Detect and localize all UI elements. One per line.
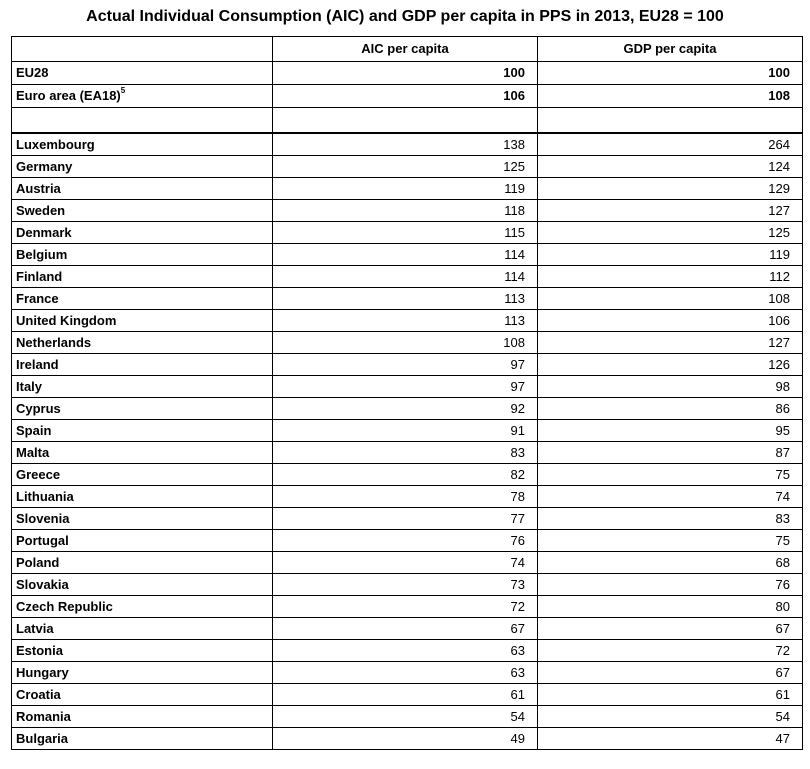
gdp-value: 126 — [538, 354, 803, 376]
table-body — [12, 62, 803, 750]
gdp-value: 127 — [538, 200, 803, 222]
table-row — [12, 464, 803, 486]
country-name: Cyprus — [12, 398, 273, 420]
header-row — [12, 37, 803, 62]
table-row — [12, 486, 803, 508]
country-name: Sweden — [12, 200, 273, 222]
country-name: United Kingdom — [12, 310, 273, 332]
gdp-value: 76 — [538, 574, 803, 596]
table-row — [12, 420, 803, 442]
table-row — [12, 178, 803, 200]
country-name: Italy — [12, 376, 273, 398]
footnote-marker: 5 — [120, 86, 126, 95]
gdp-value: 119 — [538, 244, 803, 266]
aic-value: 73 — [273, 574, 538, 596]
country-name: Czech Republic — [12, 596, 273, 618]
gdp-value: 80 — [538, 596, 803, 618]
gdp-value: 74 — [538, 486, 803, 508]
aggregate-row — [12, 62, 803, 85]
country-name: Greece — [12, 464, 273, 486]
country-name: Slovenia — [12, 508, 273, 530]
gdp-value: 68 — [538, 552, 803, 574]
aic-value: 114 — [273, 244, 538, 266]
gdp-value: 67 — [538, 662, 803, 684]
gdp-value: 125 — [538, 222, 803, 244]
table-row — [12, 133, 803, 156]
country-name: Portugal — [12, 530, 273, 552]
aic-value: 106 — [273, 85, 538, 108]
gdp-value: 75 — [538, 464, 803, 486]
aic-value: 119 — [273, 178, 538, 200]
aic-value: 63 — [273, 662, 538, 684]
table-row — [12, 706, 803, 728]
gdp-value: 124 — [538, 156, 803, 178]
country-name: Denmark — [12, 222, 273, 244]
gdp-value: 108 — [538, 288, 803, 310]
country-name: Luxembourg — [12, 133, 273, 156]
aic-value: 91 — [273, 420, 538, 442]
country-name: Germany — [12, 156, 273, 178]
table-row — [12, 530, 803, 552]
country-name: Ireland — [12, 354, 273, 376]
aic-value: 113 — [273, 310, 538, 332]
gdp-value: 47 — [538, 728, 803, 750]
table-row — [12, 398, 803, 420]
table-row — [12, 354, 803, 376]
gdp-value: 86 — [538, 398, 803, 420]
gdp-value: 72 — [538, 640, 803, 662]
aic-value: 92 — [273, 398, 538, 420]
country-name: Poland — [12, 552, 273, 574]
country-name: Slovakia — [12, 574, 273, 596]
aic-value: 74 — [273, 552, 538, 574]
gdp-value: 61 — [538, 684, 803, 706]
header-aic: AIC per capita — [273, 37, 538, 62]
country-name: Latvia — [12, 618, 273, 640]
table-row — [12, 376, 803, 398]
aic-value: 114 — [273, 266, 538, 288]
table-row — [12, 640, 803, 662]
country-name: Lithuania — [12, 486, 273, 508]
gdp-value: 127 — [538, 332, 803, 354]
table-row — [12, 222, 803, 244]
gdp-value: 54 — [538, 706, 803, 728]
table-row — [12, 156, 803, 178]
aic-value: 118 — [273, 200, 538, 222]
country-name: Austria — [12, 178, 273, 200]
row-name-text: EU28 — [16, 65, 49, 80]
table-row — [12, 508, 803, 530]
country-name: Bulgaria — [12, 728, 273, 750]
table-row — [12, 618, 803, 640]
empty-cell — [12, 108, 273, 134]
aic-value: 77 — [273, 508, 538, 530]
aic-value: 138 — [273, 133, 538, 156]
country-name: Netherlands — [12, 332, 273, 354]
gdp-value: 67 — [538, 618, 803, 640]
gdp-value: 129 — [538, 178, 803, 200]
aic-value: 97 — [273, 376, 538, 398]
table-row — [12, 552, 803, 574]
table-row — [12, 442, 803, 464]
aic-value: 97 — [273, 354, 538, 376]
aic-value: 100 — [273, 62, 538, 85]
gdp-value: 112 — [538, 266, 803, 288]
gdp-value: 95 — [538, 420, 803, 442]
country-name: Estonia — [12, 640, 273, 662]
country-name: Romania — [12, 706, 273, 728]
gdp-value: 83 — [538, 508, 803, 530]
aic-value: 63 — [273, 640, 538, 662]
aic-value: 115 — [273, 222, 538, 244]
table-row — [12, 310, 803, 332]
country-name: Spain — [12, 420, 273, 442]
data-table — [11, 36, 803, 750]
aggregate-row — [12, 85, 803, 108]
aic-value: 108 — [273, 332, 538, 354]
table-row — [12, 574, 803, 596]
aic-value: 113 — [273, 288, 538, 310]
table-row — [12, 684, 803, 706]
aic-value: 49 — [273, 728, 538, 750]
gdp-value: 100 — [538, 62, 803, 85]
table-row — [12, 728, 803, 750]
aic-value: 78 — [273, 486, 538, 508]
aic-value: 54 — [273, 706, 538, 728]
aic-value: 83 — [273, 442, 538, 464]
header-gdp: GDP per capita — [538, 37, 803, 62]
table-row — [12, 332, 803, 354]
gdp-value: 108 — [538, 85, 803, 108]
gdp-value: 106 — [538, 310, 803, 332]
aic-value: 72 — [273, 596, 538, 618]
aic-value: 125 — [273, 156, 538, 178]
row-name-text: Euro area (EA18) — [16, 88, 121, 103]
aic-value: 82 — [273, 464, 538, 486]
aic-value: 61 — [273, 684, 538, 706]
country-name: Hungary — [12, 662, 273, 684]
country-name: Malta — [12, 442, 273, 464]
gdp-value: 98 — [538, 376, 803, 398]
table-row — [12, 200, 803, 222]
header-country — [12, 37, 273, 62]
gdp-value: 264 — [538, 133, 803, 156]
gdp-value: 87 — [538, 442, 803, 464]
country-name: Finland — [12, 266, 273, 288]
spacer-row — [12, 108, 803, 134]
table-row — [12, 266, 803, 288]
row-name — [12, 62, 273, 85]
table-row — [12, 662, 803, 684]
empty-cell — [538, 108, 803, 134]
aic-value: 76 — [273, 530, 538, 552]
row-name — [12, 85, 273, 108]
page-title: Actual Individual Consumption (AIC) and GDP per capita in PPS in 2013, EU28 = 100 — [86, 8, 724, 25]
aic-value: 67 — [273, 618, 538, 640]
table-row — [12, 596, 803, 618]
table-row — [12, 288, 803, 310]
country-name: Belgium — [12, 244, 273, 266]
empty-cell — [273, 108, 538, 134]
table-row — [12, 244, 803, 266]
country-name: France — [12, 288, 273, 310]
country-name: Croatia — [12, 684, 273, 706]
gdp-value: 75 — [538, 530, 803, 552]
